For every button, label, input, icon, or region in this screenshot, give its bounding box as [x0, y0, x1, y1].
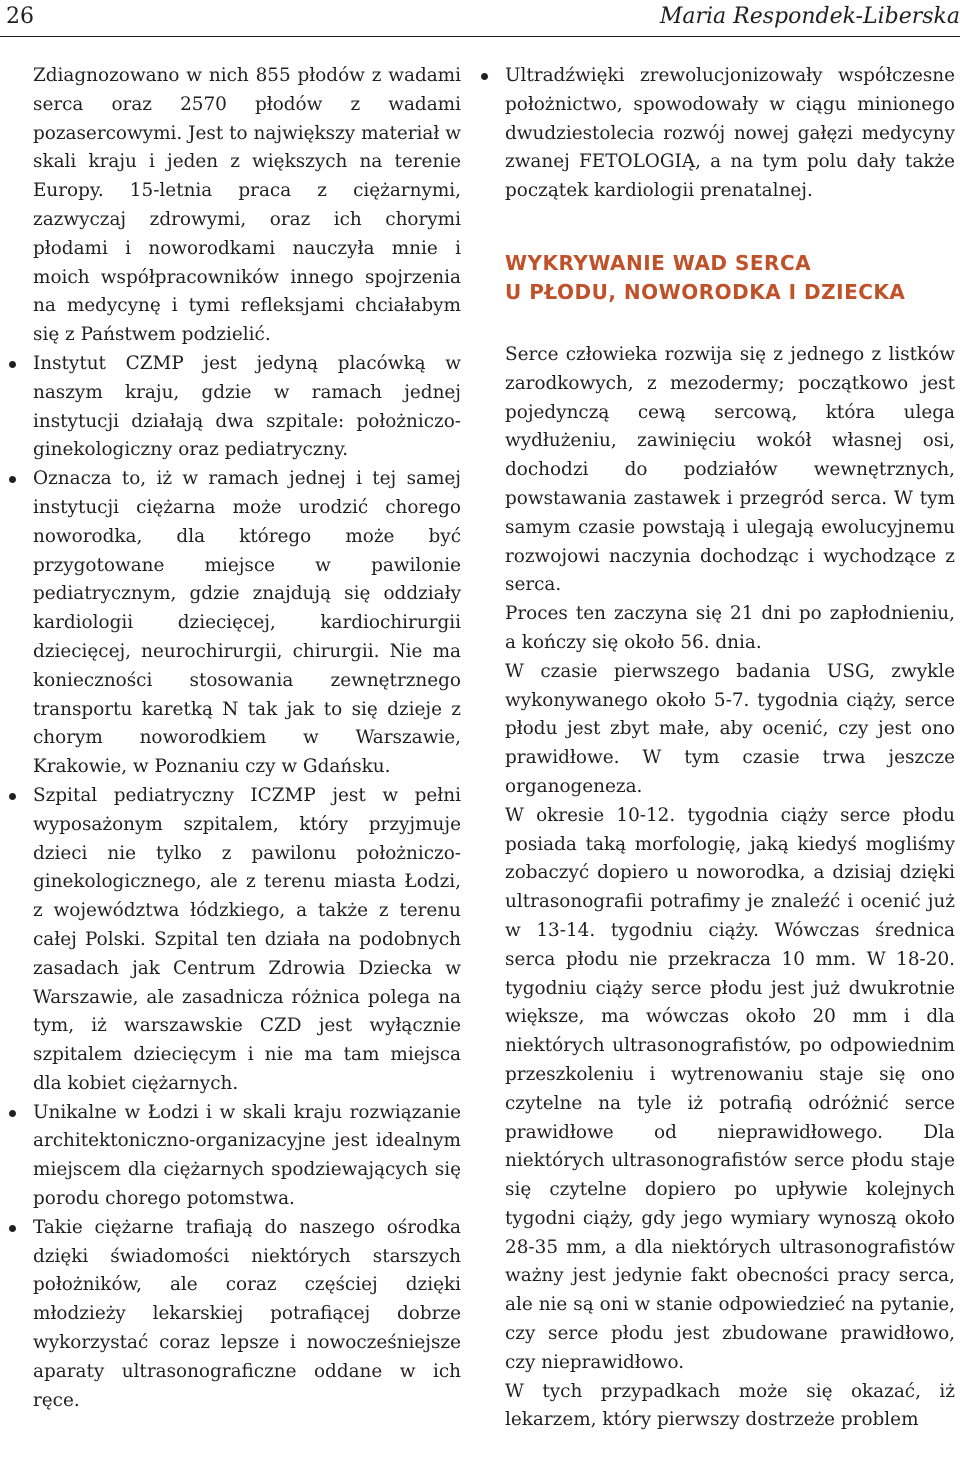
bullet-text: Instytut CZMP jest jedyną placówką w naszym kraju, gdzie w ramach jednej instytucji działają dwa szpitale: położniczo-ginekologiczny oraz pediatryczny.: [33, 352, 461, 461]
bullet-icon: [9, 1225, 16, 1232]
intro-paragraph: Zdiagnozowano w nich 855 płodów z wadami serca oraz 2570 płodów z wadami pozasercowymi. Jest to największy materiał w skali kraju i jeden z większych na terenie Europy. 15-letnia praca z ciężarnymi, zazwyczaj zdrowymi, oraz ich chorymi płodami i noworodkami nauczyła mnie i moich współpracowników innego spojrzenia na medycynę i tymi refleksjami chciałabym się z Państwem podzielić.: [33, 65, 461, 346]
bullet-text: Oznacza to, iż w ramach jednej i tej samej instytucji ciężarna może urodzić chorego noworodka, dla którego może być przygotowane miejsce w pawilonie pediatrycznym, gdzie znajdują się oddziały kardiologii dziecięcej, kardiochirurgii dziecięcej, neurochirurgii, chirurgii. Nie ma konieczności stosowania zewnętrznego transportu karetką N tak jak to się dzieje z chorym noworodkiem w Warszawie, Krakowie, w Poznaniu czy w Gdańsku.: [33, 468, 461, 778]
bullet-item-unikalne: [33, 1099, 461, 1214]
section-heading-line-2: U PŁODU, NOWORODKA I DZIECKA: [505, 279, 906, 304]
body-paragraph: W tych przypadkach może się okazać, iż lekarzem, który pierwszy dostrzeże problem: [505, 1380, 955, 1431]
left-column: [33, 62, 461, 1415]
right-bullet-list: [505, 62, 955, 206]
bullet-text: Szpital pediatryczny ICZMP jest w pełni wyposażonym szpitalem, który przyjmuje dzieci nie tylko z pawilonu położniczo-ginekologicznego, ale z terenu miasta Łodzi, z województwa łódzkiego, a także z terenu całej Polski. Szpital ten działa na podobnych zasadach jak Centrum Zdrowia Dziecka w Warszawie, ale zasadnicza różnica polega na tym, iż warszawskie CZD jest wyłącznie szpitalem dziecięcym i nie ma tam miejsca dla kobiet ciężarnych.: [33, 784, 461, 1094]
left-bullet-list: [33, 350, 461, 1415]
bullet-icon: [9, 476, 16, 483]
bullet-item-takie: [33, 1214, 461, 1416]
bullet-icon: [9, 361, 16, 368]
bullet-text: Ultradźwięki zrewolucjonizowały współczesne położnictwo, spowodowały w ciągu minionego dwudziestolecia rozwój nowej gałęzi medycyny zwanej FETOLOGIĄ, a na tym polu dały także początek kardiologii prenatalnej.: [505, 65, 955, 202]
section-heading-line-1: WYKRYWANIE WAD SERCA: [505, 250, 812, 275]
section-heading: [505, 249, 955, 307]
bullet-item-szpital: [33, 782, 461, 1099]
bullet-item-ultradzwieki: [505, 62, 955, 206]
bullet-icon: [481, 73, 488, 80]
body-paragraph: W okresie 10-12. tygodnia ciąży serce płodu posiada taką morfologię, jaką kiedyś mogliśmy zobaczyć dopiero u noworodka, a dzisiaj dzięki ultrasonografii potrafimy je znaleźć i ocenić już w 13-14. tygodniu ciąży. Wówczas średnica serca płodu nie przekracza 10 mm. W 18-20. tygodniu ciąży serce płodu jest już dwukrotnie większe, ma wówczas około 20 mm i dla niektórych ultrasonografistów, po odpowiednim przeszkoleniu i wytrenowaniu staje się ono czytelne na tyle iż potrafią odróżnić serce prawidłowe od nieprawidłowego. Dla niektórych ultrasonografistów serce płodu staje się czytelne dopiero po upływie kolejnych tygodni ciąży, gdy jego wymiary wynoszą około 28-35 mm, a dla niektórych ultrasonografistów ważny jest jedynie fakt obecności pracy serca, ale nie są oni w stanie odpowiedzieć na pytanie, czy serce płodu jest zbudowane prawidłowo, czy nieprawidłowo.: [505, 804, 955, 1373]
bullet-icon: [9, 793, 16, 800]
body-paragraph: Proces ten zaczyna się 21 dni po zapłodnieniu, a kończy się około 56. dnia.: [505, 603, 955, 653]
right-column: [505, 62, 955, 1435]
page-header: [0, 0, 960, 37]
bullet-item-instytut: [33, 350, 461, 465]
page-number: 26: [6, 4, 34, 29]
running-head-author: Maria Respondek-Liberska: [659, 4, 960, 29]
bullet-text: Takie ciężarne trafiają do naszego ośrodka dzięki świadomości niektórych starszych położników, ale coraz częściej dzięki młodzieży lekarskiej potrafiącej dobrze wykorzystać coraz lepsze i nowocześniejsze aparaty ultrasonograficzne oddane w ich ręce.: [33, 1216, 461, 1411]
body-paragraph: W czasie pierwszego badania USG, zwykle wykonywanego około 5-7. tygodnia ciąży, serce płodu jest zbyt małe, aby ocenić, czy jest ono prawidłowe. W tym czasie trwa jeszcze organogeneza.: [505, 660, 955, 797]
body-paragraph: Serce człowieka rozwija się z jednego z listków zarodkowych, z mezodermy; początkowo jest pojedynczą cewą sercową, która ulega wydłużeniu, zawinięciu wokół własnej osi, dochodzi do podziałów wewnętrznych, powstawania zastawek i przegród serca. W tym samym czasie powstają i ulegają ewolucyjnemu rozwojowi naczynia dochodząc i wychodzące z serca.: [505, 343, 955, 596]
bullet-text: Unikalne w Łodzi i w skali kraju rozwiązanie architektoniczno-organizacyjne jest idealnym miejscem dla ciężarnych spodziewających się porodu chorego potomstwa.: [33, 1101, 461, 1210]
bullet-item-oznacza: [33, 465, 461, 782]
bullet-icon: [9, 1110, 16, 1117]
